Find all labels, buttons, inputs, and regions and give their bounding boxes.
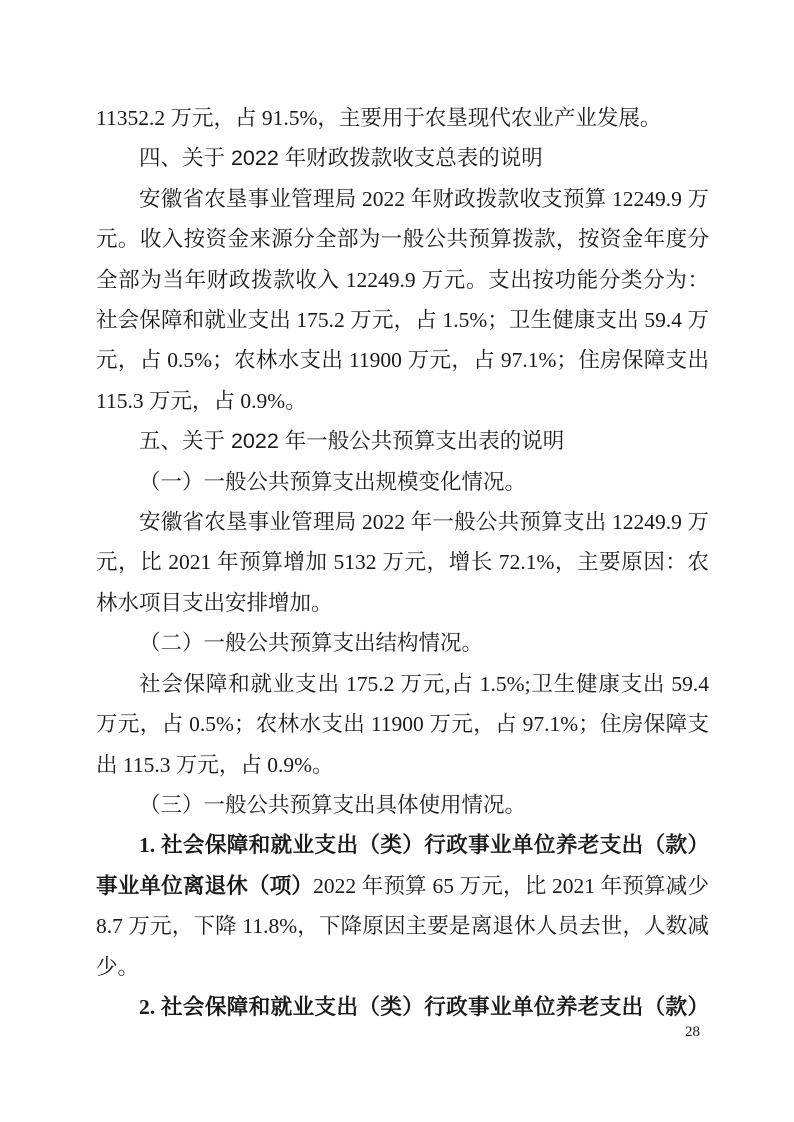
list-item-1 [96, 825, 709, 987]
subsection-1-heading: （一）一般公共预算支出规模变化情况。 [139, 469, 527, 494]
subsection-2-paragraph: 社会保障和就业支出 175.2 万元,占 1.5%;卫生健康支出 59.4 万元，占 0.5%；农林水支出 11900 万元，占 97.1%；住房保障支出 115.3 万元，占 0.9%。 [96, 671, 709, 777]
list-item-1-lead: 1. 社会保障和就业支出（类）行政事业单位养老支出（款）事业单位离退休（项） [96, 833, 709, 898]
section-4-paragraph: 安徽省农垦事业管理局 2022 年财政拨款收支预算 12249.9 万元。收入按资金来源分全部为一般公共预算拨款，按资金年度分全部为当年财政拨款收入 12249.9 万元。支出按功能分类分为：社会保障和就业支出 175.2 万元，占 1.5%；卫生健康支出 59.4 万元，占 0.5%；农林水支出 11900 万元，占 97.1%；住房保障支出 115.3 万元，占 0.9%。 [96, 186, 709, 413]
page-number: 28 [685, 1024, 700, 1040]
continuation-paragraph-line: 11352.2 万元，占 91.5%，主要用于农垦现代农业产业发展。 [96, 106, 662, 130]
section-5-heading: 五、关于 2022 年一般公共预算支出表的说明 [139, 429, 565, 454]
document-text [96, 98, 709, 1027]
list-item-2 [96, 987, 709, 1027]
list-item-1-text: 2022 年预算 65 万元，比 2021 年预算减少 8.7 万元，下降 11.8%，下降原因主要是离退休人员去世，人数减少。 [96, 873, 709, 979]
section-4-heading: 四、关于 2022 年财政拨款收支总表的说明 [139, 146, 543, 171]
subsection-3-heading: （三）一般公共预算支出具体使用情况。 [139, 792, 527, 817]
list-item-2-lead: 2. 社会保障和就业支出（类）行政事业单位养老支出（款） [139, 994, 709, 1019]
subsection-1-paragraph: 安徽省农垦事业管理局 2022 年一般公共预算支出 12249.9 万元，比 2021 年预算增加 5132 万元，增长 72.1%，主要原因：农林水项目支出安排增加。 [96, 510, 709, 615]
subsection-2-heading: （二）一般公共预算支出结构情况。 [139, 631, 484, 656]
